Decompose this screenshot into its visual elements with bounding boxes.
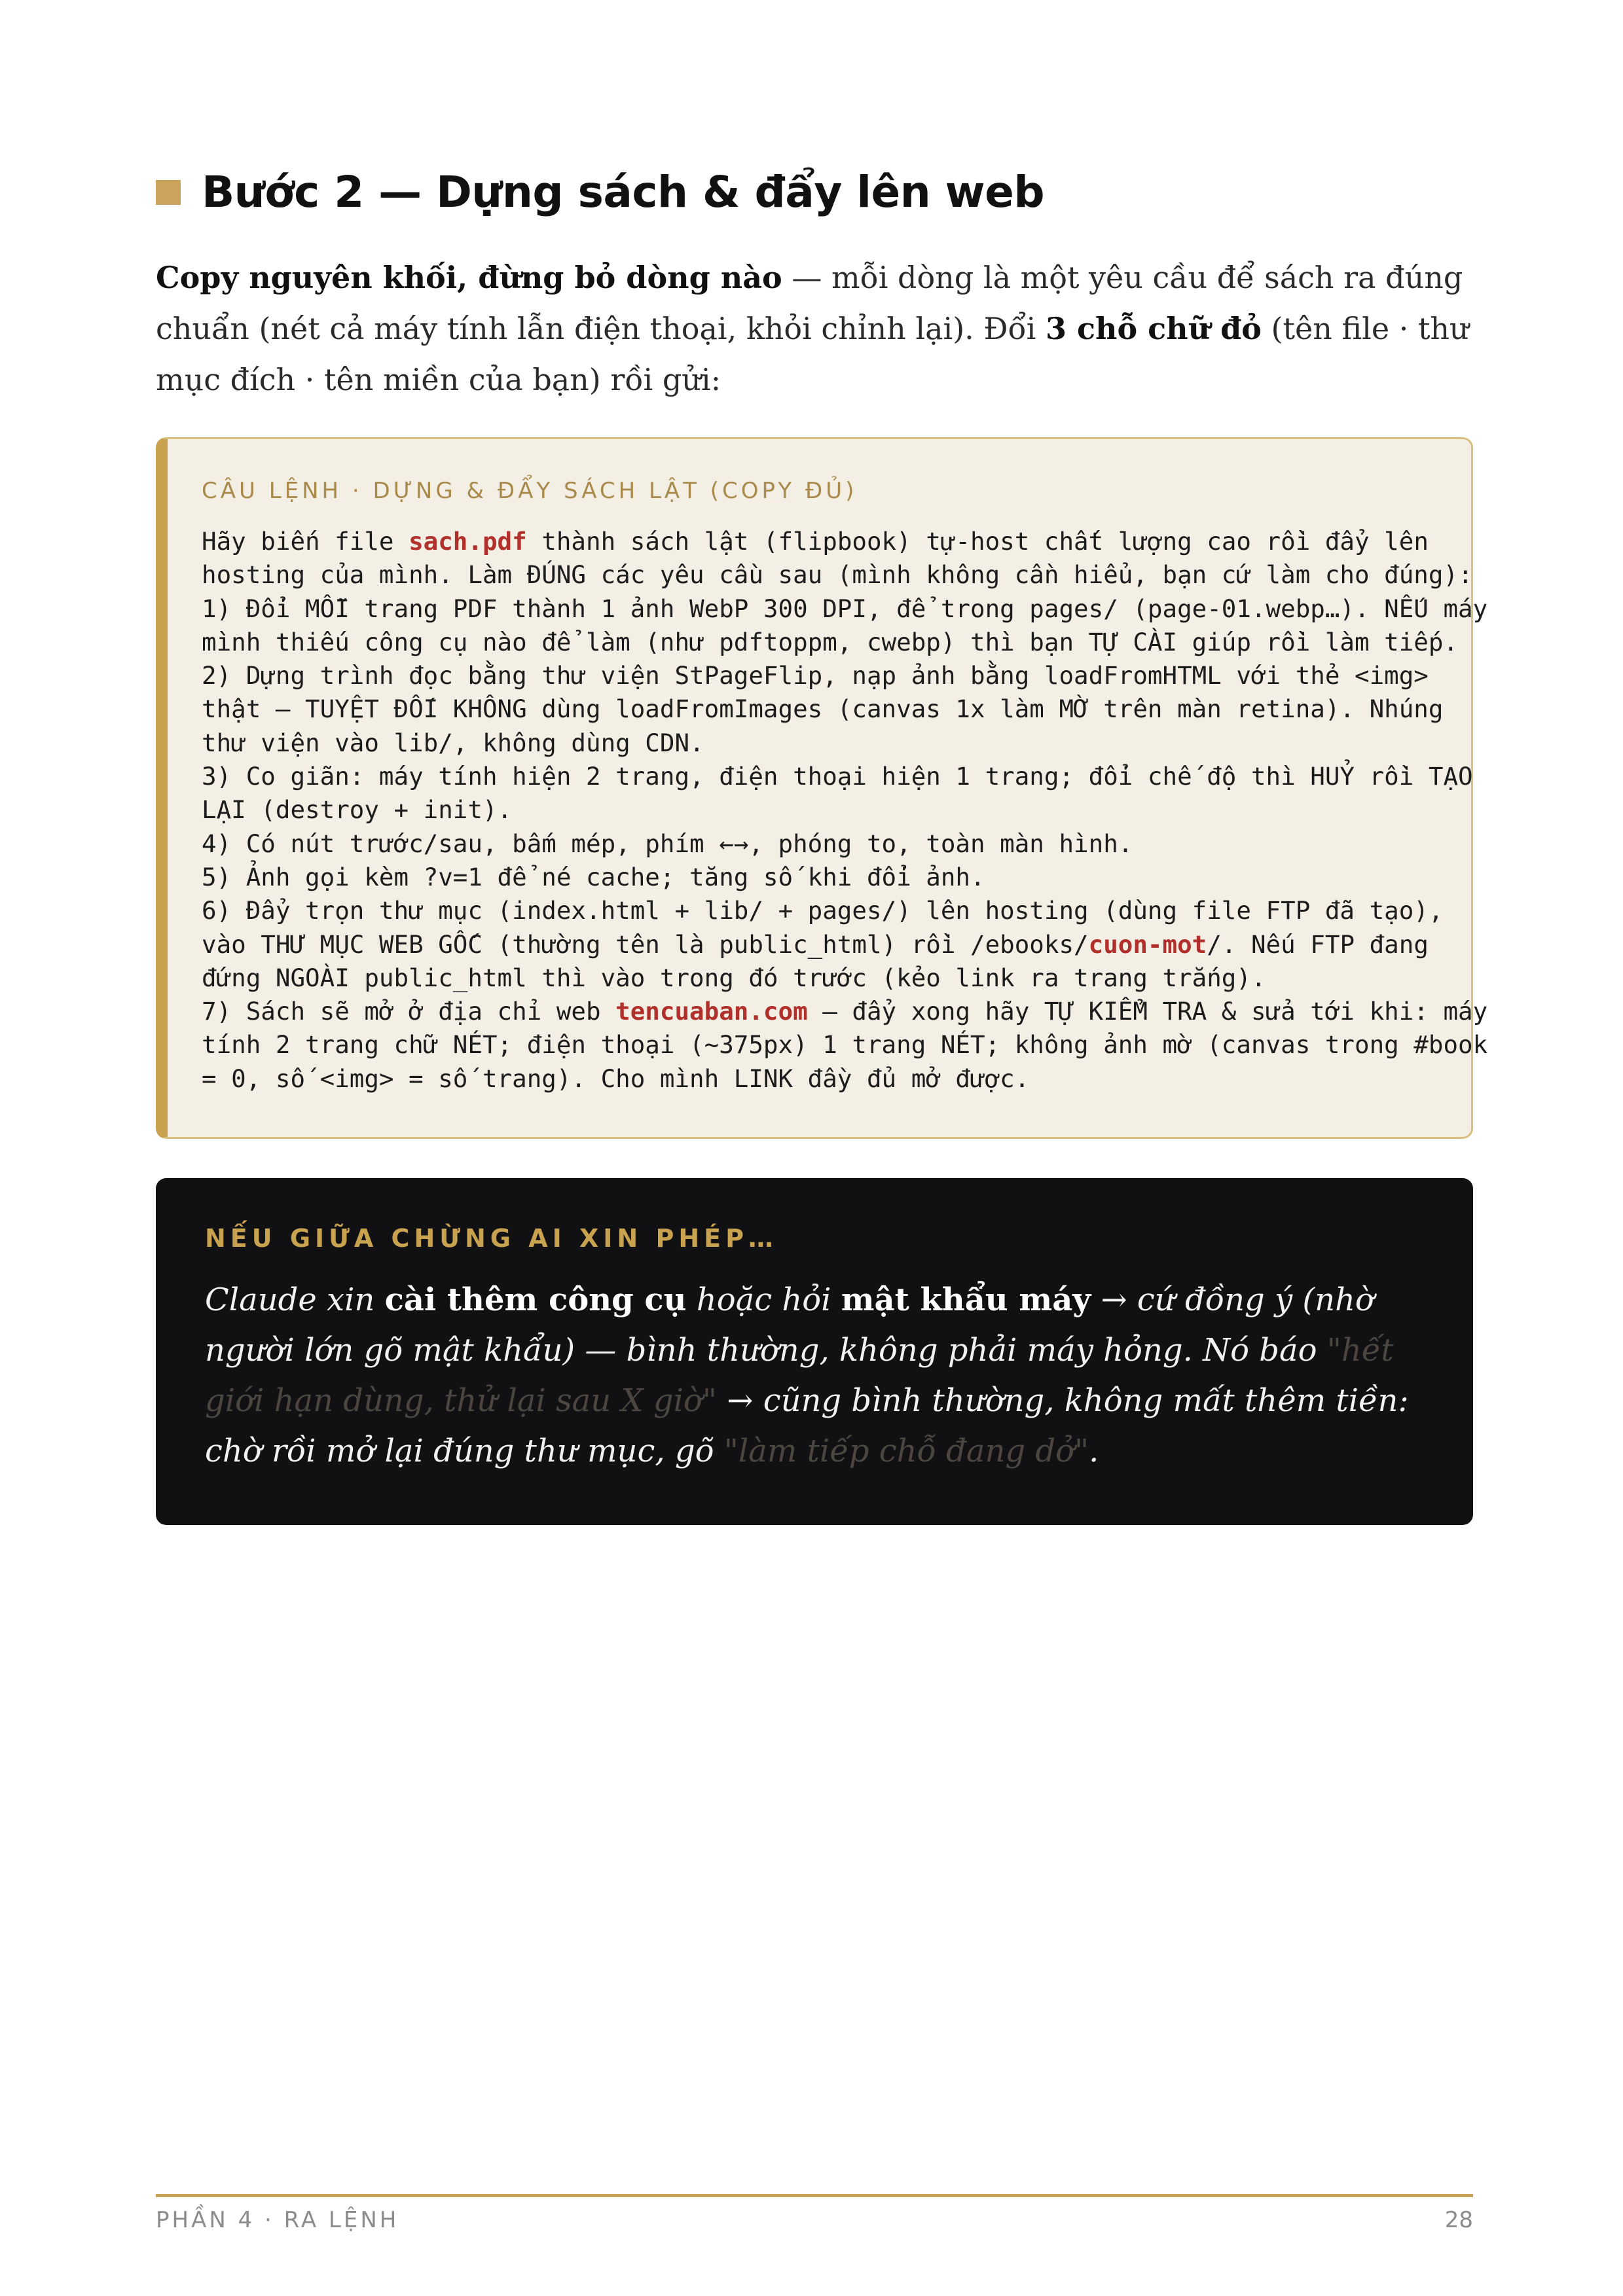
heading-square-marker bbox=[156, 180, 181, 205]
placeholder-folder-name: cuon-mot bbox=[1088, 929, 1207, 959]
tip-text-4: → cũng bình thường, không mất thêm tiền: chờ rồi mở lại đúng thư mục, gõ bbox=[205, 1382, 1409, 1469]
tip-quote-2: "làm tiếp chỗ đang dở" bbox=[723, 1433, 1089, 1469]
footer-page-number: 28 bbox=[1444, 2207, 1473, 2233]
command-steps-6-7: /. Nếu FTP đang đứng NGOÀI public_html thì vào trong đó trước (kẻo link ra trang trắng). 7) Sách sẽ mở ở địa chỉ web bbox=[202, 929, 1429, 1026]
footer-divider bbox=[156, 2194, 1473, 2197]
intro-bold-1: Copy nguyên khối, đừng bỏ dòng nào bbox=[156, 260, 782, 295]
tip-text-1: Claude xin bbox=[205, 1282, 385, 1318]
tip-quote-1: "hết giới hạn dùng, thử lại sau X giờ" bbox=[205, 1332, 1394, 1419]
tip-text-5: . bbox=[1089, 1433, 1099, 1469]
heading-title: Bước 2 — Dựng sách & đẩy lên web bbox=[202, 167, 1045, 217]
tip-text-2: hoặc hỏi bbox=[686, 1282, 841, 1318]
command-text[interactable] bbox=[202, 525, 1488, 1096]
tip-bold-1: cài thêm công cụ bbox=[384, 1282, 687, 1318]
command-step-7: — đẩy xong hãy TỰ KIỂM TRA & sửa tới khi: máy tính 2 trang chữ NÉT; điện thoại (~375px) 1 trang NÉT; không ảnh mờ (canvas trong #book = 0, số <img> = số trang). Cho mình LINK đầy đủ mở được. bbox=[202, 997, 1488, 1093]
footer-section-title: PHẦN 4 · RA LỆNH bbox=[156, 2207, 399, 2233]
tip-text-3: → cứ đồng ý (nhờ người lớn gõ mật khẩu) — bình thường, không phải máy hỏng. Nó báo bbox=[205, 1282, 1374, 1369]
command-line-1: Hãy biến file bbox=[202, 527, 409, 556]
tip-label: NẾU GIỮA CHỪNG AI XIN PHÉP… bbox=[205, 1224, 778, 1253]
tip-bold-2: mật khẩu máy bbox=[841, 1282, 1091, 1318]
intro-paragraph bbox=[156, 252, 1472, 405]
intro-text-1: — mỗi dòng là một yêu cầu để sách ra đúng chuẩn (nét cả máy tính lẫn điện thoại, khỏi chỉnh lại). Đổi bbox=[156, 260, 1463, 346]
intro-text-2: (tên file · thư mục đích · tên miền của bạn) rồi gửi: bbox=[156, 311, 1469, 397]
intro-bold-2: 3 chỗ chữ đỏ bbox=[1046, 311, 1262, 346]
command-label: CÂU LỆNH · DỰNG & ĐẨY SÁCH LẬT (COPY ĐỦ) bbox=[202, 478, 858, 504]
tip-text bbox=[205, 1275, 1436, 1477]
placeholder-domain: tencuaban.com bbox=[615, 997, 808, 1026]
section-heading bbox=[156, 167, 1044, 217]
placeholder-file-name: sach.pdf bbox=[409, 527, 527, 556]
command-steps-1-6: thành sách lật (flipbook) tự-host chất lượng cao rồi đẩy lên hosting của mình. Làm ĐÚNG các yêu cầu sau (mình không cần hiểu, bạn cứ làm cho đúng): 1) Đổi MỖI trang PDF thành 1 ảnh WebP 300 DPI, để trong pages/ (page-01.webp…). NẾU máy mình thiếu công cụ nào để làm (như pdftoppm, cwebp) thì bạn TỰ CÀI giúp rồi làm tiếp. 2) Dựng trình đọc bằng thư viện StPageFlip, nạp ảnh bằng loadFromHTML với thẻ <img> thật — TUYỆT ĐỐI KHÔNG dùng loadFromImages (canvas 1x làm MỜ trên màn retina). Nhúng thư viện vào lib/, không dùng CDN. 3) Co giãn: máy tính hiện 2 trang, điện thoại hiện 1 trang; đổi chế độ thì HUỶ rồi TẠO LẠI (destroy + init). 4) Có nút trước/sau, bấm mép, phím ←→, phóng to, toàn màn hình. 5) Ảnh gọi kèm ?v=1 để né cache; tăng số khi đổi ảnh. 6) Đẩy trọn thư mục (index.html + lib/ + pages/) lên hosting (dùng file FTP đã tạo), vào THƯ MỤC WEB GỐC (thường tên là public_html) rồi /ebooks/ bbox=[202, 527, 1488, 959]
